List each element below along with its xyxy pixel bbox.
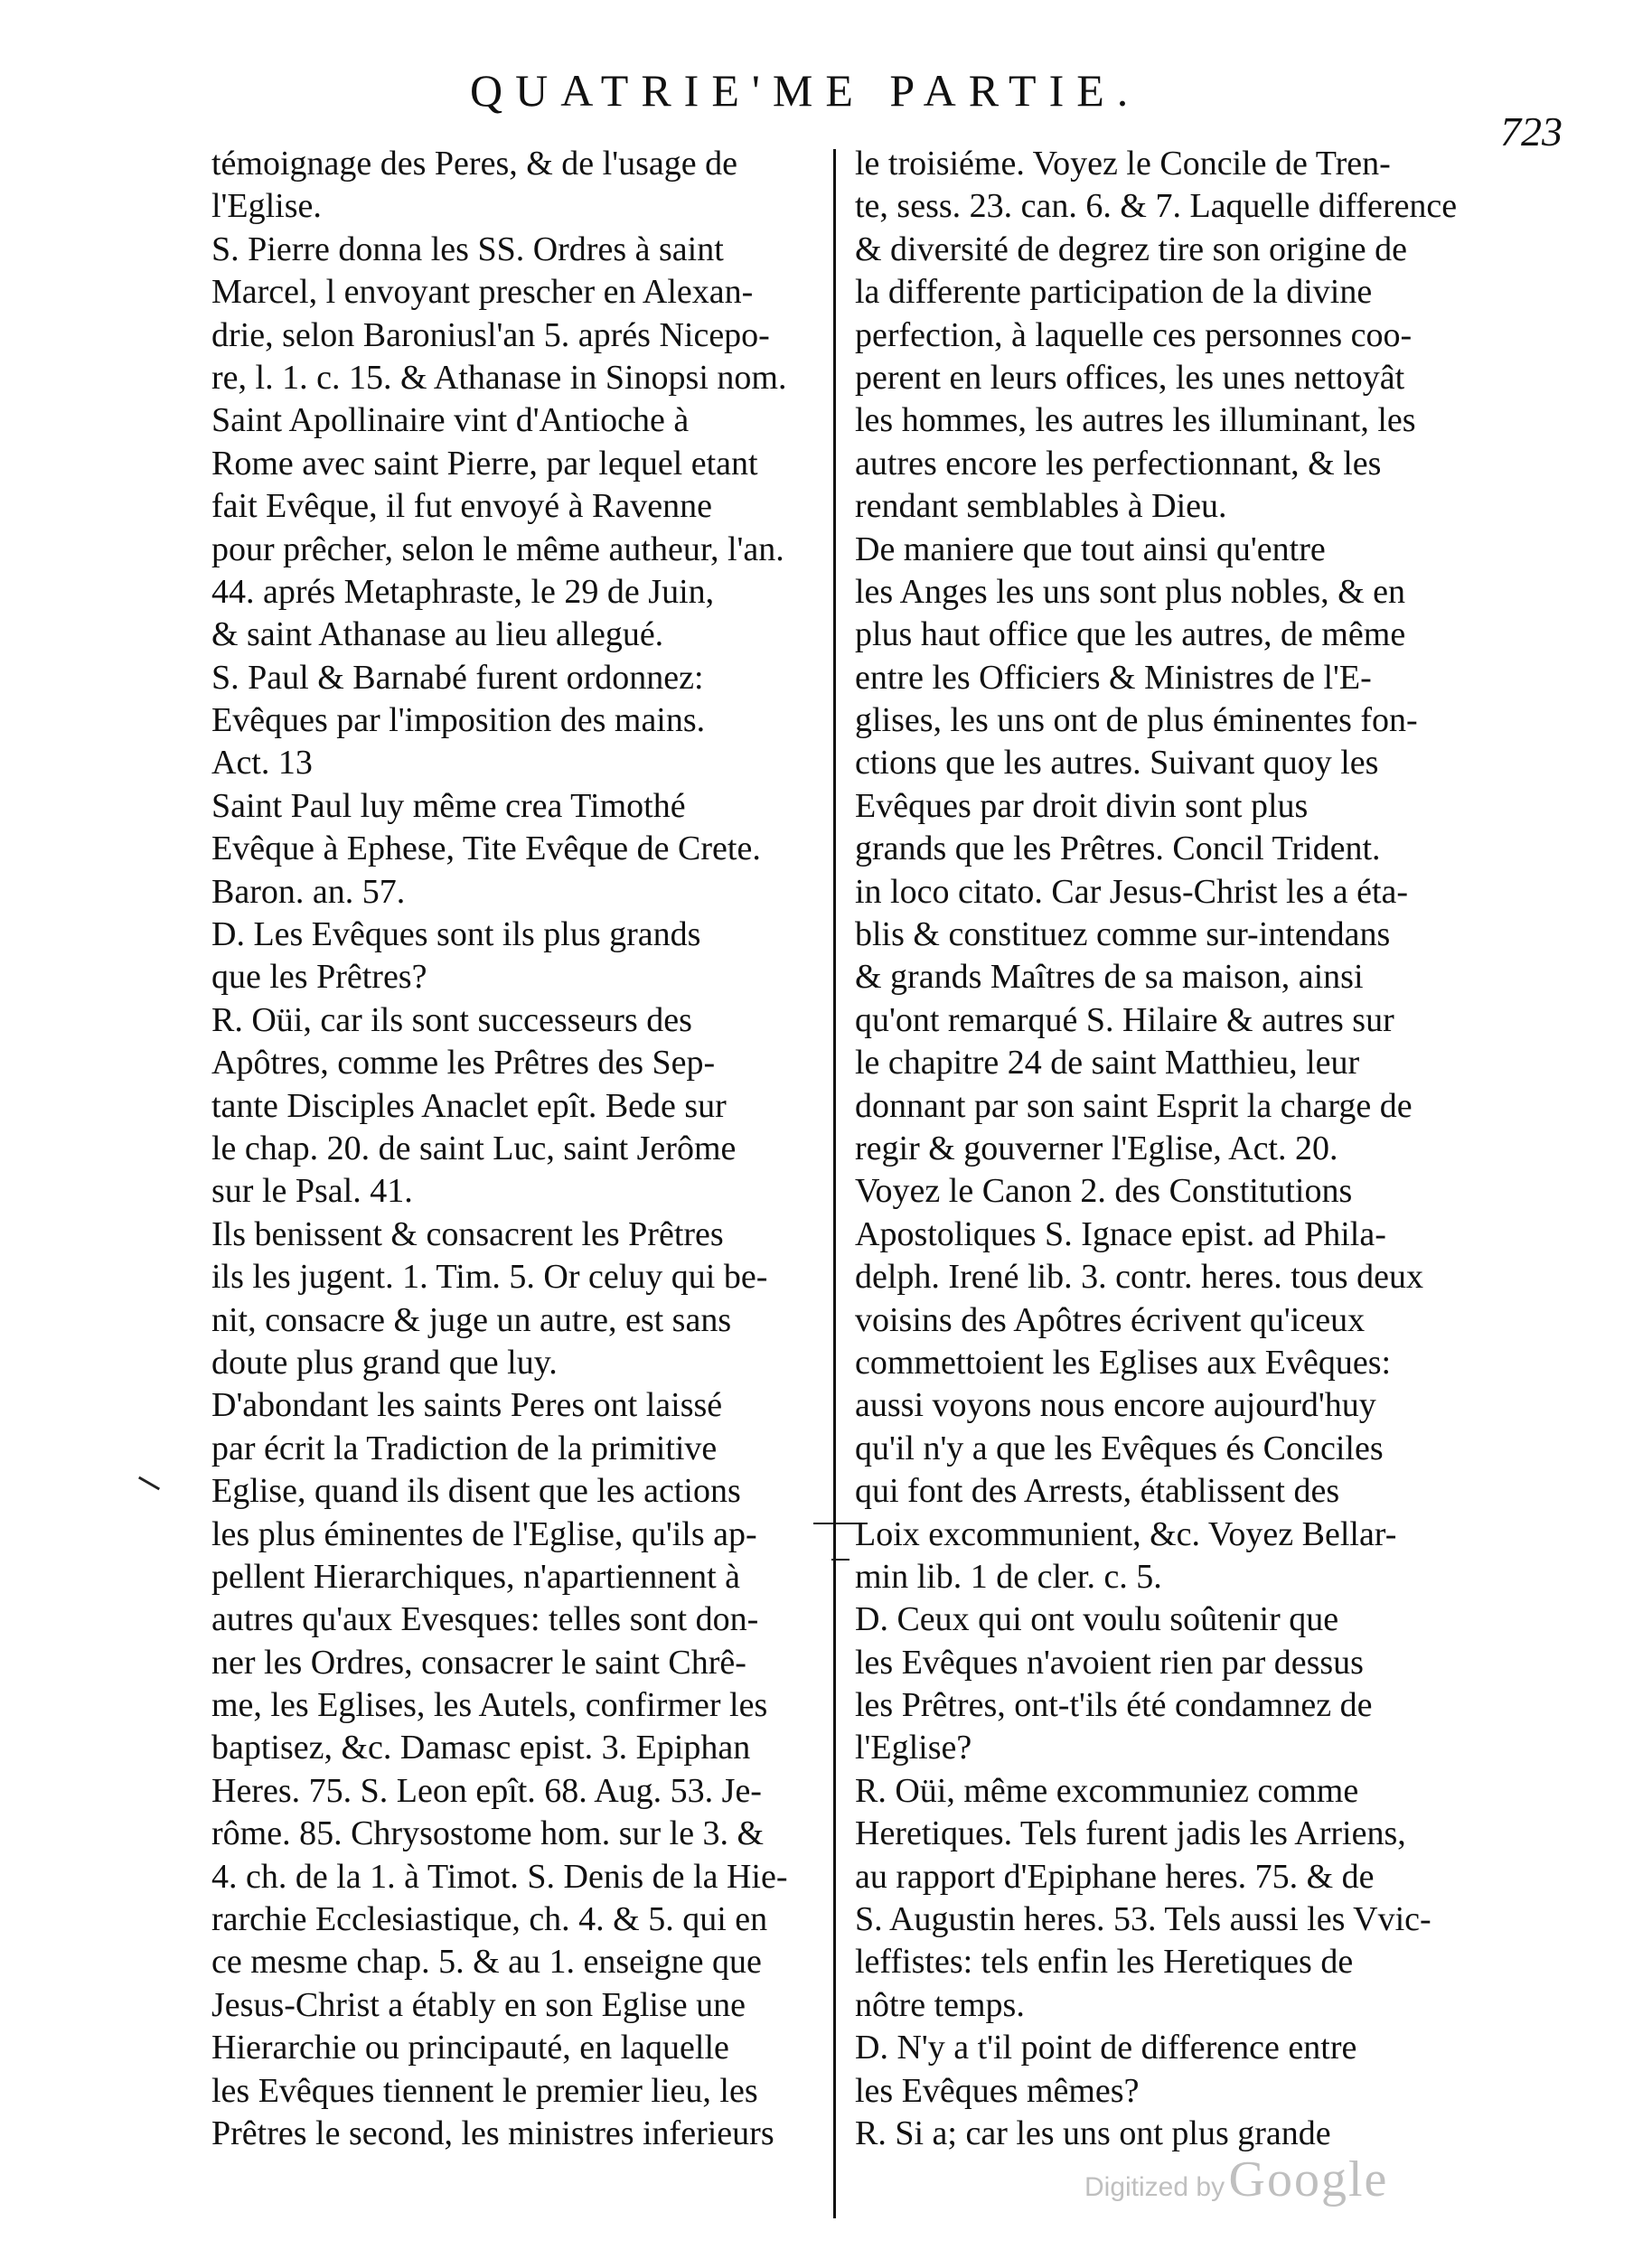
text-line: perfection, à laquelle ces personnes coo- [855,315,1413,354]
text-line: rôme. 85. Chrysostome hom. sur le 3. & [211,1814,765,1853]
text-line: Evêques par droit divin sont plus [855,786,1309,825]
text-line: autres encore les perfectionnant, & les [855,444,1382,483]
text-line: tante Disciples Anaclet epît. Bede sur [211,1086,727,1125]
text-line: au rapport d'Epiphane heres. 75. & de [855,1857,1375,1896]
text-line: Loix excommunient, &c. Voyez Bellar- [855,1514,1397,1553]
text-line: autres qu'aux Evesques: telles sont don- [211,1600,759,1639]
text-line: Apostoliques S. Ignace epist. ad Phila- [855,1214,1386,1253]
text-line: le chap. 20. de saint Luc, saint Jerôme [211,1129,737,1167]
text-line: re, l. 1. c. 15. & Athanase in Sinopsi nom. [211,358,787,397]
text-line: R. Si a; car les uns ont plus grande [855,2114,1331,2152]
page-number: 723 [1500,108,1563,155]
text-line: 4. ch. de la 1. à Timot. S. Denis de la Hie- [211,1857,788,1896]
column-divider-tick [831,1559,849,1561]
text-line: Saint Apollinaire vint d'Antioche à [211,401,690,440]
text-line: & grands Maîtres de sa maison, ainsi [855,958,1364,997]
text-line: & diversité de degrez tire son origine de [855,230,1407,268]
text-line: Ils benissent & consacrent les Prêtres [211,1214,724,1253]
text-line: perent en leurs offices, les unes nettoyât [855,358,1405,397]
text-line: fait Evêque, il fut envoyé à Ravenne [211,487,712,526]
text-line: Evêques par l'imposition des mains. [211,701,706,740]
text-line: pour prêcher, selon le même autheur, l'an. [211,530,784,568]
text-line: les Anges les uns sont plus nobles, & en [855,572,1406,611]
text-line: ctions que les autres. Suivant quoy les [855,744,1379,783]
text-line: te, sess. 23. can. 6. & 7. Laquelle difference [855,187,1458,226]
text-line: Rome avec saint Pierre, par lequel etant [211,444,758,483]
text-line: S. Pierre donna les SS. Ordres à saint [211,230,724,268]
text-line: pellent Hierarchiques, n'apartiennent à [211,1557,741,1596]
text-line: Act. 13 [211,744,313,783]
text-line: R. Oüi, car ils sont successeurs des [211,1000,692,1039]
text-line: D. Ceux qui ont voulu soûtenir que [855,1600,1339,1639]
text-line: qui font des Arrests, établissent des [855,1472,1340,1511]
text-line: témoignage des Peres, & de l'usage de [211,145,737,183]
digitized-watermark [1084,2151,1388,2208]
text-line: Apôtres, comme les Prêtres des Sep- [211,1044,716,1083]
text-line: ce mesme chap. 5. & au 1. enseigne que [211,1943,762,1982]
text-line: delph. Irené lib. 3. contr. heres. tous deux [855,1258,1423,1297]
text-line: plus haut office que les autres, de même [855,615,1406,654]
text-line: rendant semblables à Dieu. [855,487,1227,526]
text-line: les Evêques n'avoient rien par dessus [855,1643,1364,1682]
text-line: que les Prêtres? [211,958,427,997]
text-line: D. N'y a t'il point de difference entre [855,2029,1357,2067]
text-line: la differente participation de la divine [855,273,1373,312]
text-line: ils les jugent. 1. Tim. 5. Or celuy qui be- [211,1258,768,1297]
text-line: Eglise, quand ils disent que les actions [211,1472,741,1511]
text-line: nôtre temps. [855,1985,1025,2024]
text-line: qu'il n'y a que les Evêques és Conciles [855,1429,1384,1467]
running-title: QUATRIE'ME PARTIE. [470,65,1141,116]
text-line: commettoient les Eglises aux Evêques: [855,1343,1392,1382]
text-line: doute plus grand que luy. [211,1343,558,1382]
text-line: les hommes, les autres les illuminant, les [855,401,1416,440]
text-line: D. Les Evêques sont ils plus grands [211,915,701,954]
text-line: nit, consacre & juge un autre, est sans [211,1300,732,1339]
text-line: aussi voyons nous encore aujourd'huy [855,1386,1376,1425]
watermark-brand: Google [1228,2151,1389,2207]
text-line: baptisez, &c. Damasc epist. 3. Epiphan [211,1729,751,1767]
margin-mark [138,1476,160,1491]
left-text-column [211,143,844,2155]
text-line: par écrit la Tradiction de la primitive [211,1429,718,1467]
text-line: qu'ont remarqué S. Hilaire & autres sur [855,1000,1394,1039]
text-line: grands que les Prêtres. Concil Trident. [855,830,1381,868]
text-line: donnant par son saint Esprit la charge de [855,1086,1413,1125]
text-line: glises, les uns ont de plus éminentes fon- [855,701,1418,740]
text-line: l'Eglise? [855,1729,972,1767]
text-line: le chapitre 24 de saint Matthieu, leur [855,1044,1360,1083]
text-line: regir & gouverner l'Eglise, Act. 20. [855,1129,1338,1167]
text-line: le troisiéme. Voyez le Concile de Tren- [855,145,1391,183]
text-line: Voyez le Canon 2. des Constitutions [855,1172,1353,1211]
text-line: Evêque à Ephese, Tite Evêque de Crete. [211,830,761,868]
text-line: 44. aprés Metaphraste, le 29 de Juin, [211,572,715,611]
text-line: les Prêtres, ont-t'ils été condamnez de [855,1686,1373,1725]
text-line: Jesus-Christ a étably en son Eglise une [211,1985,746,2024]
text-line: Hierarchie ou principauté, en laquelle [211,2029,729,2067]
watermark-prefix: Digitized by [1084,2172,1225,2202]
column-divider [833,149,836,2218]
text-line: blis & constituez comme sur-intendans [855,915,1391,954]
text-line: De maniere que tout ainsi qu'entre [855,530,1326,568]
text-line: Heretiques. Tels furent jadis les Arriens, [855,1814,1406,1853]
text-line: Prêtres le second, les ministres inferieurs [211,2114,774,2152]
text-line: Saint Paul luy même crea Timothé [211,786,686,825]
text-line: S. Paul & Barnabé furent ordonnez: [211,658,704,697]
text-line: ner les Ordres, consacrer le saint Chrê- [211,1643,746,1682]
text-line: rarchie Ecclesiastique, ch. 4. & 5. qui en [211,1900,768,1939]
text-line: voisins des Apôtres écrivent qu'iceux [855,1300,1366,1339]
text-line: R. Oüi, même excommuniez comme [855,1771,1359,1810]
text-line: D'abondant les saints Peres ont laissé [211,1386,723,1425]
text-line: & saint Athanase au lieu allegué. [211,615,664,654]
text-line: entre les Officiers & Ministres de l'E- [855,658,1372,697]
text-line: drie, selon Baroniusl'an 5. aprés Nicepo- [211,315,770,354]
text-line: S. Augustin heres. 53. Tels aussi les Vvic- [855,1900,1431,1939]
text-line: min lib. 1 de cler. c. 5. [855,1557,1162,1596]
text-line: Heres. 75. S. Leon epît. 68. Aug. 53. Je- [211,1771,762,1810]
right-text-column [855,143,1488,2155]
text-line: l'Eglise. [211,187,322,226]
text-line: sur le Psal. 41. [211,1172,413,1211]
text-line: Marcel, l envoyant prescher en Alexan- [211,273,754,312]
text-line: les Evêques tiennent le premier lieu, les [211,2071,758,2110]
text-line: les Evêques mêmes? [855,2071,1140,2110]
text-line: les plus éminentes de l'Eglise, qu'ils ap- [211,1514,757,1553]
text-line: me, les Eglises, les Autels, confirmer les [211,1686,768,1725]
text-line: leffistes: tels enfin les Heretiques de [855,1943,1354,1982]
text-line: Baron. an. 57. [211,872,406,911]
text-line: in loco citato. Car Jesus-Christ les a éta- [855,872,1409,911]
